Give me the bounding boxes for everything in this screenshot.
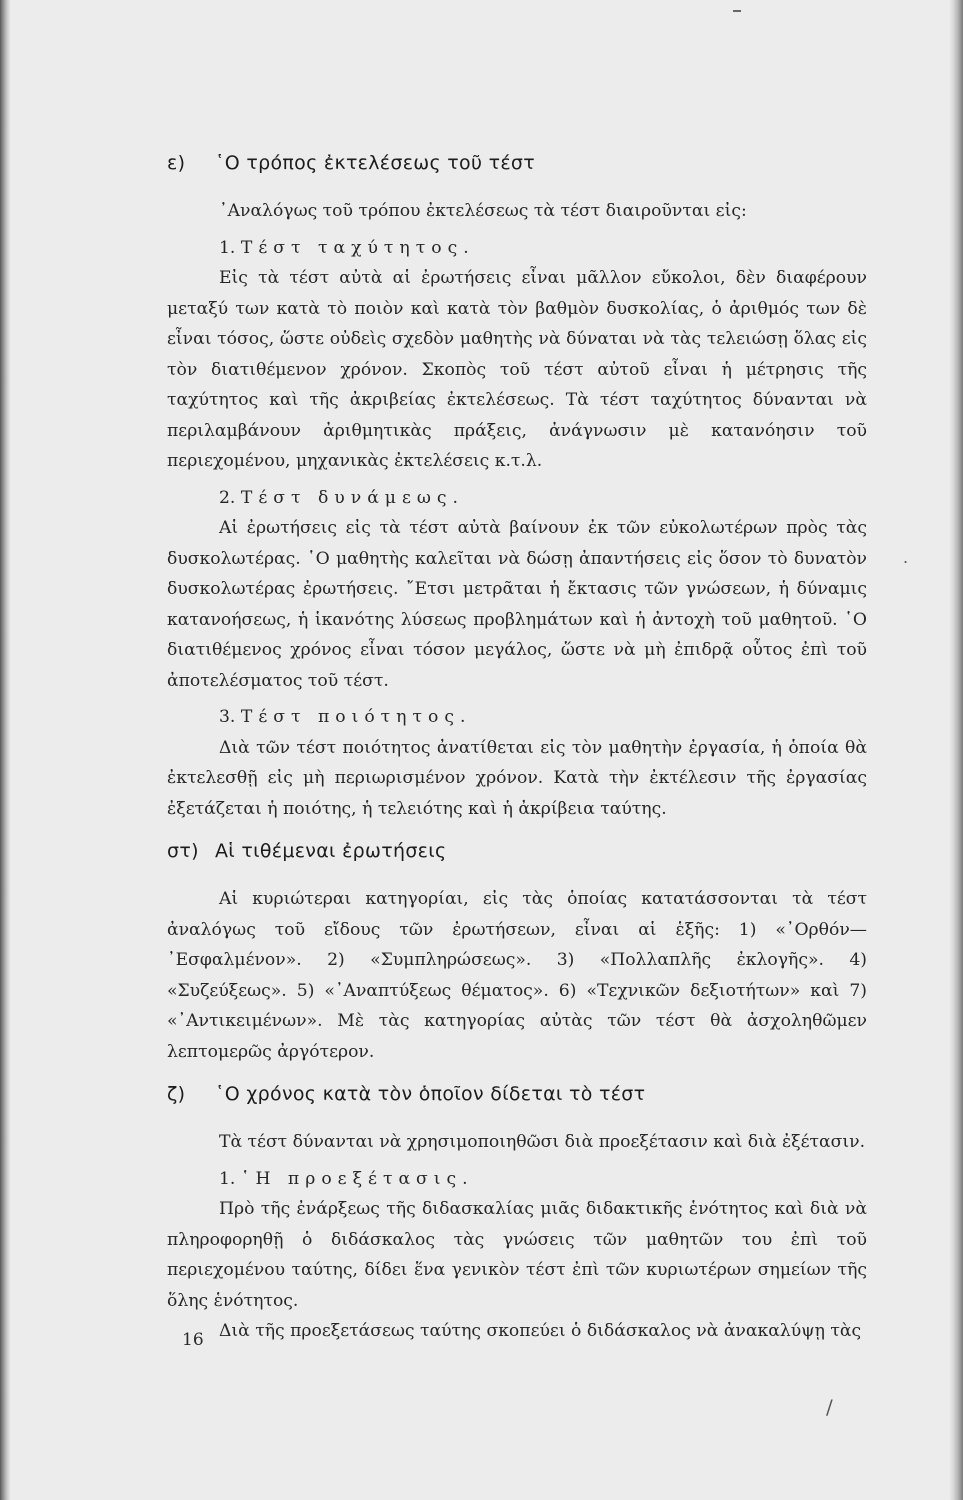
heading-text: ῾Ο χρόνος κατὰ τὸν ὁποῖον δίδεται τὸ τέστ xyxy=(215,1083,646,1105)
subheading-quality-test: 3. Τέστ ποιότητος. xyxy=(219,707,472,727)
subheading-pre-exam: 1. ῾Η προεξέτασις. xyxy=(219,1168,474,1189)
margin-slash-mark: / xyxy=(826,1395,833,1419)
pre-exam-paragraph-continued: Διὰ τῆς προεξετάσεως ταύτης σκοπεύει ὁ διδάσκαλος νὰ ἀνακαλύψῃ τὰς xyxy=(219,1321,862,1341)
intro-paragraph: Τὰ τέστ δύνανται νὰ χρησιμοποιηθῶσι διὰ προεξέτασιν καὶ διὰ ἐξέτασιν. xyxy=(219,1132,866,1152)
section-heading-stigma xyxy=(167,840,867,862)
section-heading-epsilon xyxy=(167,152,867,174)
quality-test-paragraph: Διὰ τῶν τέστ ποιότητος ἀνατίθεται εἰς τὸν μαθητὴν ἐργασία, ἡ ὁποία θὰ ἐκτελεσθῇ εἰς μὴ περιωρισμένον χρόνον. Κατὰ τὴν ἐκτέλεσιν τῆς ἐργασίας ἐξετάζεται ἡ ποιότης, ἡ τελειότης καὶ ἡ ἀκρίβεια ταύτης. xyxy=(167,737,867,819)
subheading-speed-test: 1. Τέστ ταχύτητος. xyxy=(219,237,475,258)
heading-number: ζ) xyxy=(167,1083,186,1105)
speed-test-paragraph: Εἰς τὰ τέστ αὐτὰ αἱ ἐρωτήσεις εἶναι μᾶλλον εὔκολοι, δὲν διαφέρουν μεταξύ των κατὰ τὸ ποιὸν καὶ κατὰ τὸν βαθμὸν δυσκολίας, ὁ ἀριθμός των δὲ εἶναι τόσος, ὥστε οὐδεὶς σχεδὸν μαθητὴς νὰ δύναται νὰ τὰς τελειώσῃ ὅλας εἰς τὸν διατιθέμενον χρόνον. Σκοπὸς τοῦ τέστ αὐτοῦ εἶναι ἡ μέτρησις τῆς ταχύτητος καὶ τῆς ἀκριβείας ἐκτελέσεως. Τὰ τέστ ταχύτητος δύνανται νὰ περιλαμβάνουν ἀριθμητικὰς πράξεις, ἀνάγνωσιν μὲ κατανόησιν τοῦ περιεχομένου, μηχανικὰς ἐκτελέσεις κ.τ.λ. xyxy=(167,268,867,471)
subheading-power-test: 2. Τέστ δυνάμεως. xyxy=(219,487,464,508)
section-heading-zeta xyxy=(167,1083,867,1105)
corner-mark xyxy=(733,10,741,12)
heading-number: στ) xyxy=(167,840,199,862)
page-body xyxy=(167,152,867,1347)
margin-dot-mark: . xyxy=(903,548,909,567)
page-number: 16 xyxy=(182,1330,204,1350)
heading-number: ε) xyxy=(167,152,186,174)
page-right-edge-shadow xyxy=(949,0,963,1500)
heading-text: ῾Ο τρόπος ἐκτελέσεως τοῦ τέστ xyxy=(215,152,535,174)
question-types-paragraph: Αἱ κυριώτεραι κατηγορίαι, εἰς τὰς ὁποίας κατατάσσονται τὰ τέστ ἀναλόγως τοῦ εἴδους τῶν ἐρωτήσεων, εἶναι αἱ ἑξῆς: 1) «᾿Ορθόν—᾿Εσφαλμένον». 2) «Συμπληρώσεως». 3) «Πολλαπλῆς ἐκλογῆς». 4) «Συζεύξεως». 5) «᾿Αναπτύξεως θέματος». 6) «Τεχνικῶν δεξιοτήτων» καὶ 7) «᾿Αντικειμένων». Μὲ τὰς κατηγορίας αὐτὰς τῶν τέστ θὰ ἀσχοληθῶμεν λεπτομερῶς ἀργότερον. xyxy=(167,889,867,1062)
power-test-paragraph: Αἱ ἐρωτήσεις εἰς τὰ τέστ αὐτὰ βαίνουν ἐκ τῶν εὐκολωτέρων πρὸς τὰς δυσκολωτέρας. ῾Ο μαθητὴς καλεῖται νὰ δώσῃ ἀπαντήσεις εἰς ὅσον τὸ δυνατὸν δυσκολωτέρας ἐρωτήσεις. ῎Ετσι μετρᾶται ἡ ἔκτασις τῶν γνώσεων, ἡ δύναμις κατανοήσεως, ἡ ἱκανότης λύσεως προβλημάτων καὶ ἡ ἀντοχὴ τοῦ μαθητοῦ. ῾Ο διατιθέμενος χρόνος εἶναι τόσον μεγάλος, ὥστε νὰ μὴ ἐπιδρᾷ οὗτος ἐπὶ τοῦ ἀποτελέσματος τοῦ τέστ. xyxy=(167,518,867,691)
heading-text: Αἱ τιθέμεναι ἐρωτήσεις xyxy=(215,840,447,862)
page-left-edge-shadow xyxy=(0,0,10,1500)
pre-exam-paragraph: Πρὸ τῆς ἐνάρξεως τῆς διδασκαλίας μιᾶς διδακτικῆς ἑνότητος καὶ διὰ νὰ πληροφορηθῇ ὁ διδάσκαλος τὰς γνώσεις τῶν μαθητῶν του ἐπὶ τοῦ περιεχομένου ταύτης, δίδει ἕνα γενικὸν τέστ ἐπὶ τῶν κυριωτέρων σημείων τῆς ὅλης ἑνότητος. xyxy=(167,1199,867,1311)
intro-paragraph: ᾿Αναλόγως τοῦ τρόπου ἐκτελέσεως τὰ τέστ διαιροῦνται εἰς: xyxy=(219,201,747,221)
